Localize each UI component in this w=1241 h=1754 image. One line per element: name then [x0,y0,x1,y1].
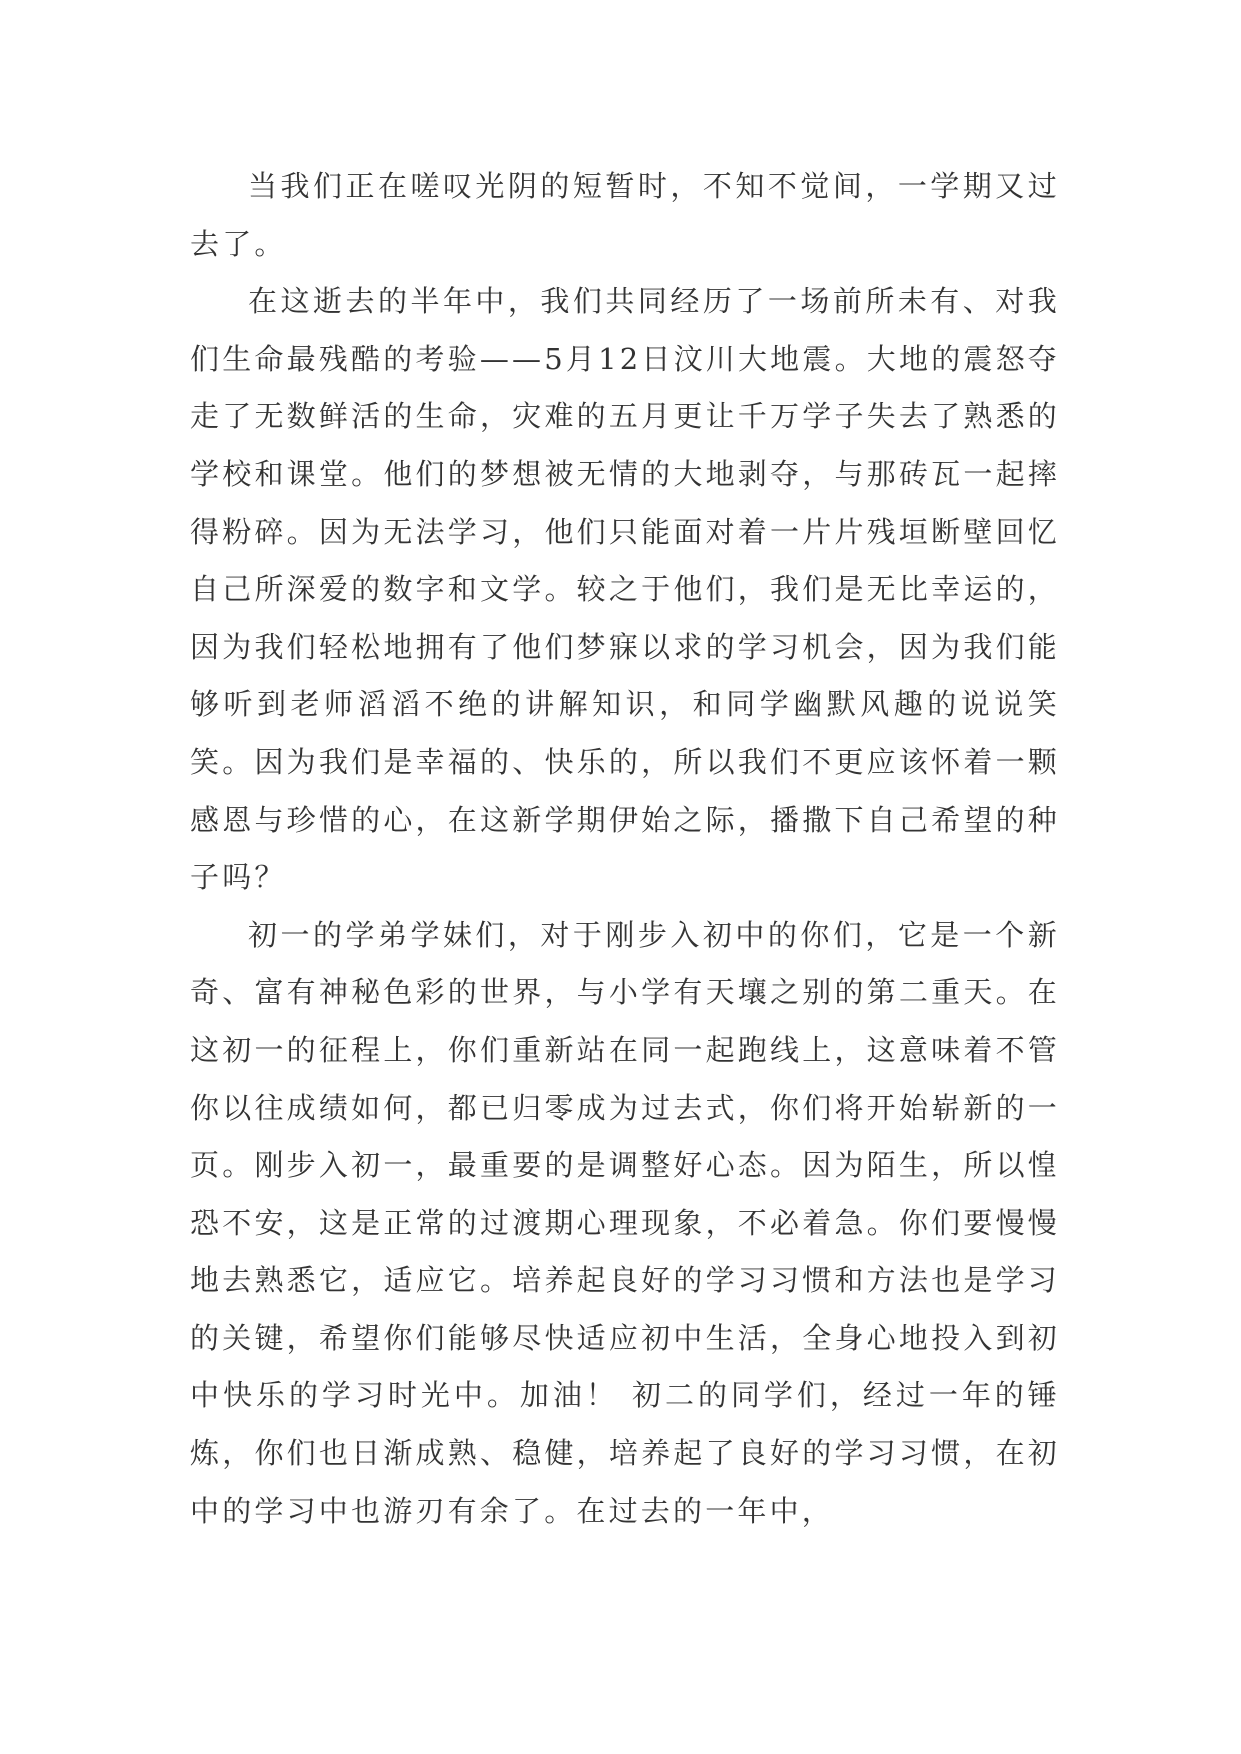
paragraph-2: 在这逝去的半年中，我们共同经历了一场前所未有、对我们生命最残酷的考验——5月12日汶川大地震。大地的震怒夺走了无数鲜活的生命，灾难的五月更让千万学子失去了熟悉的学校和课堂。他们的梦想被无情的大地剥夺，与那砖瓦一起摔得粉碎。因为无法学习，他们只能面对着一片片残垣断壁回忆自己所深爱的数字和文学。较之于他们，我们是无比幸运的，因为我们轻松地拥有了他们梦寐以求的学习机会，因为我们能够听到老师滔滔不绝的讲解知识，和同学幽默风趣的说说笑笑。因为我们是幸福的、快乐的，所以我们不更应该怀着一颗感恩与珍惜的心，在这新学期伊始之际，播撒下自己希望的种子吗？ [190,284,1060,895]
paragraph-1: 当我们正在嗟叹光阴的短暂时，不知不觉间，一学期又过去了。 [190,169,1060,261]
paragraph-3: 初一的学弟学妹们，对于刚步入初中的你们，它是一个新奇、富有神秘色彩的世界，与小学有天壤之别的第二重天。在这初一的征程上，你们重新站在同一起跑线上，这意味着不管你以往成绩如何，都已归零成为过去式，你们将开始崭新的一页。刚步入初一，最重要的是调整好心态。因为陌生，所以惶恐不安，这是正常的过渡期心理现象，不必着急。你们要慢慢地去熟悉它，适应它。培养起良好的学习习惯和方法也是学习的关键，希望你们能够尽快适应初中生活，全身心地投入到初中快乐的学习时光中。加油！ 初二的同学们，经过一年的锤炼，你们也日渐成熟、稳健，培养起了良好的学习习惯，在初中的学习中也游刃有余了。在过去的一年中， [190,917,1060,1528]
body-text [190,158,1060,1540]
